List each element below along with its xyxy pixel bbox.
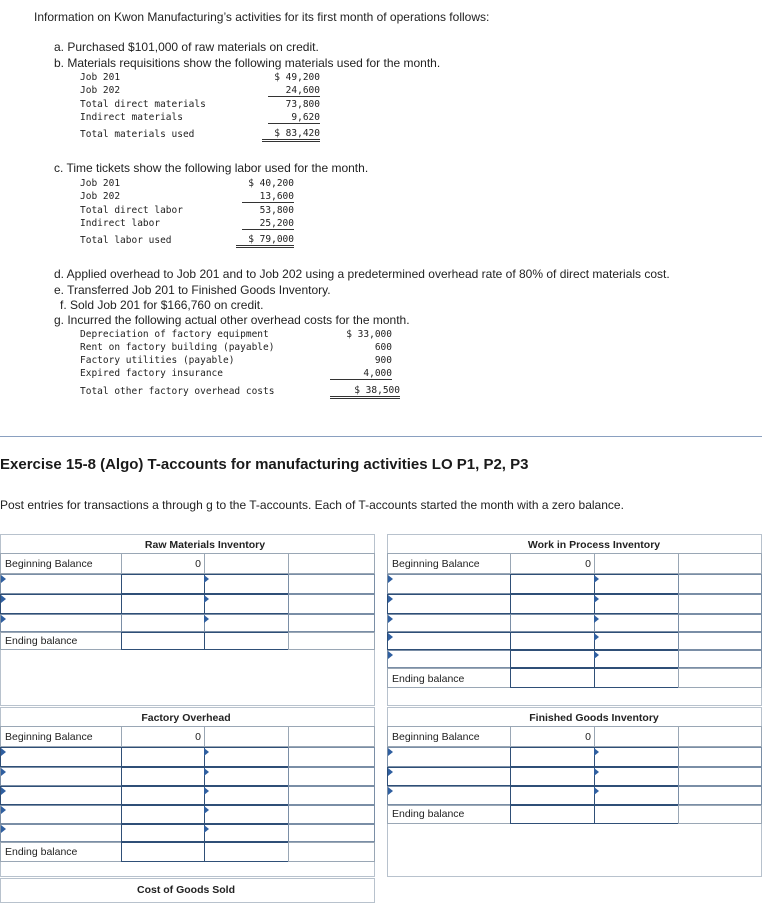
raw-debit-amount-input[interactable] xyxy=(121,594,205,614)
row-marker-icon xyxy=(388,615,393,623)
raw-ending-credit-input[interactable] xyxy=(204,632,289,650)
foh-credit-label-input[interactable] xyxy=(288,767,375,786)
raw-credit-label-input[interactable] xyxy=(288,574,375,594)
labor-label: Job 202 xyxy=(80,191,121,202)
overhead-value: 600 xyxy=(374,342,392,353)
wip-credit-amount-input[interactable] xyxy=(594,650,679,668)
fgi-credit-label-cell xyxy=(678,726,762,747)
wip-credit-label-input[interactable] xyxy=(678,632,762,650)
fgi-credit-amount-input[interactable] xyxy=(594,767,679,786)
labor-value: $ 79,000 xyxy=(236,234,294,248)
labor-label: Total labor used xyxy=(80,235,172,246)
materials-label: Indirect materials xyxy=(80,112,183,123)
row-marker-icon xyxy=(204,748,209,756)
raw-credit-amount-input[interactable] xyxy=(204,594,289,614)
materials-label: Total direct materials xyxy=(80,99,206,110)
foh-debit-label-input[interactable] xyxy=(0,747,122,767)
row-marker-icon xyxy=(594,575,599,583)
materials-label: Job 201 xyxy=(80,72,121,83)
foh-debit-label-input[interactable] xyxy=(0,824,122,842)
wip-ending-credit-input[interactable] xyxy=(594,668,679,688)
wip-credit-amount-input[interactable] xyxy=(594,594,679,614)
raw-begin-value: 0 xyxy=(195,558,201,570)
section-divider xyxy=(0,436,762,437)
row-marker-icon xyxy=(594,768,599,776)
fgi-credit-amount-input[interactable] xyxy=(594,747,679,767)
overhead-value: $ 38,500 xyxy=(330,385,400,399)
fgi-credit-label-input[interactable] xyxy=(678,786,762,805)
overhead-label: Depreciation of factory equipment xyxy=(80,329,269,340)
foh-credit-label-input[interactable] xyxy=(288,786,375,805)
row-marker-icon xyxy=(388,787,393,795)
row-marker-icon xyxy=(204,768,209,776)
row-marker-icon xyxy=(594,651,599,659)
overhead-label: Rent on factory building (payable) xyxy=(80,342,275,353)
raw-debit-label-input[interactable] xyxy=(0,574,122,594)
row-marker-icon xyxy=(204,575,209,583)
foh-debit-label-input[interactable] xyxy=(0,805,122,824)
labor-value: $ 40,200 xyxy=(248,178,294,189)
materials-value: 73,800 xyxy=(285,99,320,110)
materials-value: $ 83,420 xyxy=(262,128,320,142)
raw-credit-cell xyxy=(204,553,289,574)
row-marker-icon xyxy=(594,787,599,795)
wip-debit-amount-input[interactable] xyxy=(510,650,595,668)
materials-value: 9,620 xyxy=(268,112,320,124)
raw-credit-amount-input[interactable] xyxy=(204,614,289,632)
row-marker-icon xyxy=(388,651,393,659)
fgi-credit-cell xyxy=(594,726,679,747)
foh-credit-amount-input[interactable] xyxy=(204,824,289,842)
exercise-title: Exercise 15-8 (Algo) T-accounts for manufacturing activities LO P1, P2, P3 xyxy=(0,456,529,473)
labor-value: 53,800 xyxy=(259,205,294,216)
row-marker-icon xyxy=(1,787,6,795)
fgi-debit-amount-input[interactable] xyxy=(510,767,595,786)
item-f: f. Sold Job 201 for $166,760 on credit. xyxy=(60,298,264,312)
wip-credit-amount-input[interactable] xyxy=(594,632,679,650)
raw-credit-label-input[interactable] xyxy=(288,594,375,614)
row-marker-icon xyxy=(1,806,6,814)
fgi-credit-label-input[interactable] xyxy=(678,767,762,786)
wip-credit-label-cell xyxy=(678,553,762,574)
fgi-credit-label-input[interactable] xyxy=(678,747,762,767)
row-marker-icon xyxy=(594,633,599,641)
wip-ending-debit-input[interactable] xyxy=(510,668,595,688)
overhead-value: 4,000 xyxy=(330,368,392,380)
materials-value: $ 49,200 xyxy=(274,72,320,83)
raw-debit-amount-input[interactable] xyxy=(121,574,205,594)
labor-value: 25,200 xyxy=(242,218,294,230)
raw-ending-label: Ending balance xyxy=(5,635,78,647)
row-marker-icon xyxy=(1,768,6,776)
raw-debit-label-input[interactable] xyxy=(0,594,122,614)
foh-debit-label-input[interactable] xyxy=(0,767,122,786)
foh-credit-amount-input[interactable] xyxy=(204,767,289,786)
wip-ending-label: Ending balance xyxy=(392,673,465,685)
foh-credit-label-input[interactable] xyxy=(288,805,375,824)
overhead-value: 900 xyxy=(374,355,392,366)
raw-begin-label: Beginning Balance xyxy=(5,558,93,570)
row-marker-icon xyxy=(594,615,599,623)
foh-credit-cell xyxy=(204,726,289,747)
labor-label: Total direct labor xyxy=(80,205,183,216)
foh-debit-label-input[interactable] xyxy=(0,786,122,805)
row-marker-icon xyxy=(1,575,6,583)
finished-goods-title: Finished Goods Inventory xyxy=(529,712,659,724)
intro-text: Information on Kwon Manufacturing’s activities for its first month of operations follows: xyxy=(34,10,490,24)
foh-debit-amount-input[interactable] xyxy=(121,786,205,805)
wip-begin-label: Beginning Balance xyxy=(392,558,480,570)
foh-debit-amount-input[interactable] xyxy=(121,824,205,842)
fgi-begin-label: Beginning Balance xyxy=(392,731,480,743)
item-c: c. Time tickets show the following labor used for the month. xyxy=(54,161,369,175)
row-marker-icon xyxy=(388,595,393,603)
row-marker-icon xyxy=(204,825,209,833)
fgi-credit-amount-input[interactable] xyxy=(594,786,679,805)
labor-label: Job 201 xyxy=(80,178,121,189)
labor-label: Indirect labor xyxy=(80,218,161,229)
wip-credit-label-input[interactable] xyxy=(678,614,762,632)
wip-debit-label-input[interactable] xyxy=(387,650,511,668)
fgi-debit-label-input[interactable] xyxy=(387,747,511,767)
fgi-ending-debit-input[interactable] xyxy=(510,805,595,824)
foh-debit-amount-input[interactable] xyxy=(121,805,205,824)
labor-value: 13,600 xyxy=(242,191,294,203)
row-marker-icon xyxy=(388,575,393,583)
foh-debit-amount-input[interactable] xyxy=(121,747,205,767)
foh-ending-label: Ending balance xyxy=(5,846,78,858)
wip-debit-label-input[interactable] xyxy=(387,614,511,632)
wip-debit-amount-input[interactable] xyxy=(510,632,595,650)
row-marker-icon xyxy=(204,806,209,814)
item-a: a. Purchased $101,000 of raw materials on credit. xyxy=(54,40,319,54)
foh-begin-value: 0 xyxy=(195,731,201,743)
raw-debit-label-input[interactable] xyxy=(0,614,122,632)
row-marker-icon xyxy=(204,595,209,603)
foh-credit-label-input[interactable] xyxy=(288,824,375,842)
fgi-debit-amount-input[interactable] xyxy=(510,786,595,805)
wip-credit-label-input[interactable] xyxy=(678,574,762,594)
row-marker-icon xyxy=(388,748,393,756)
fgi-ending-blank-cell xyxy=(678,805,762,824)
row-marker-icon xyxy=(204,615,209,623)
overhead-value: $ 33,000 xyxy=(346,329,392,340)
raw-ending-debit-input[interactable] xyxy=(121,632,205,650)
fgi-debit-label-input[interactable] xyxy=(387,786,511,805)
foh-begin-label: Beginning Balance xyxy=(5,731,93,743)
wip-debit-label-input[interactable] xyxy=(387,632,511,650)
raw-credit-label-cell xyxy=(288,553,375,574)
materials-value: 24,600 xyxy=(268,85,320,97)
item-g: g. Incurred the following actual other overhead costs for the month. xyxy=(54,313,410,327)
cogs-title: Cost of Goods Sold xyxy=(137,884,235,896)
wip-debit-amount-input[interactable] xyxy=(510,574,595,594)
row-marker-icon xyxy=(388,633,393,641)
foh-credit-amount-input[interactable] xyxy=(204,805,289,824)
raw-credit-amount-input[interactable] xyxy=(204,574,289,594)
wip-debit-label-input[interactable] xyxy=(387,594,511,614)
wip-begin-value: 0 xyxy=(585,558,591,570)
fgi-ending-credit-input[interactable] xyxy=(594,805,679,824)
foh-credit-label-cell xyxy=(288,726,375,747)
item-e: e. Transferred Job 201 to Finished Goods Inventory. xyxy=(54,283,331,297)
fgi-debit-amount-input[interactable] xyxy=(510,747,595,767)
row-marker-icon xyxy=(594,595,599,603)
foh-ending-debit-input[interactable] xyxy=(121,842,205,862)
row-marker-icon xyxy=(1,615,6,623)
wip-ending-blank-cell xyxy=(678,668,762,688)
row-marker-icon xyxy=(594,748,599,756)
foh-credit-label-input[interactable] xyxy=(288,747,375,767)
wip-credit-label-input[interactable] xyxy=(678,650,762,668)
row-marker-icon xyxy=(1,595,6,603)
foh-credit-amount-input[interactable] xyxy=(204,786,289,805)
overhead-label: Expired factory insurance xyxy=(80,368,223,379)
foh-ending-blank-cell xyxy=(288,842,375,862)
raw-ending-blank-cell xyxy=(288,632,375,650)
row-marker-icon xyxy=(1,825,6,833)
raw-credit-label-input[interactable] xyxy=(288,614,375,632)
item-b: b. Materials requisitions show the following materials used for the month. xyxy=(54,56,441,70)
wip-debit-amount-input[interactable] xyxy=(510,614,595,632)
wip-credit-label-input[interactable] xyxy=(678,594,762,614)
item-d: d. Applied overhead to Job 201 and to Job 202 using a predetermined overhead rate of 80% of direct materials cost. xyxy=(54,267,670,281)
overhead-label: Factory utilities (payable) xyxy=(80,355,235,366)
wip-credit-cell xyxy=(594,553,679,574)
row-marker-icon xyxy=(388,768,393,776)
foh-debit-amount-input[interactable] xyxy=(121,767,205,786)
foh-credit-amount-input[interactable] xyxy=(204,747,289,767)
wip-debit-label-input[interactable] xyxy=(387,574,511,594)
foh-ending-credit-input[interactable] xyxy=(204,842,289,862)
fgi-debit-label-input[interactable] xyxy=(387,767,511,786)
wip-debit-amount-input[interactable] xyxy=(510,594,595,614)
materials-label: Total materials used xyxy=(80,129,195,140)
factory-overhead-title: Factory Overhead xyxy=(141,712,231,724)
wip-title: Work in Process Inventory xyxy=(527,539,661,551)
exercise-instruction: Post entries for transactions a through g to the T-accounts. Each of T-accounts started the month with a zero balance. xyxy=(0,498,624,512)
materials-label: Job 202 xyxy=(80,85,121,96)
overhead-label: Total other factory overhead costs xyxy=(80,386,275,397)
fgi-ending-label: Ending balance xyxy=(392,808,465,820)
row-marker-icon xyxy=(1,748,6,756)
wip-credit-amount-input[interactable] xyxy=(594,574,679,594)
fgi-begin-value: 0 xyxy=(585,731,591,743)
raw-materials-title: Raw Materials Inventory xyxy=(144,539,266,551)
raw-debit-amount-input[interactable] xyxy=(121,614,205,632)
row-marker-icon xyxy=(204,787,209,795)
wip-credit-amount-input[interactable] xyxy=(594,614,679,632)
